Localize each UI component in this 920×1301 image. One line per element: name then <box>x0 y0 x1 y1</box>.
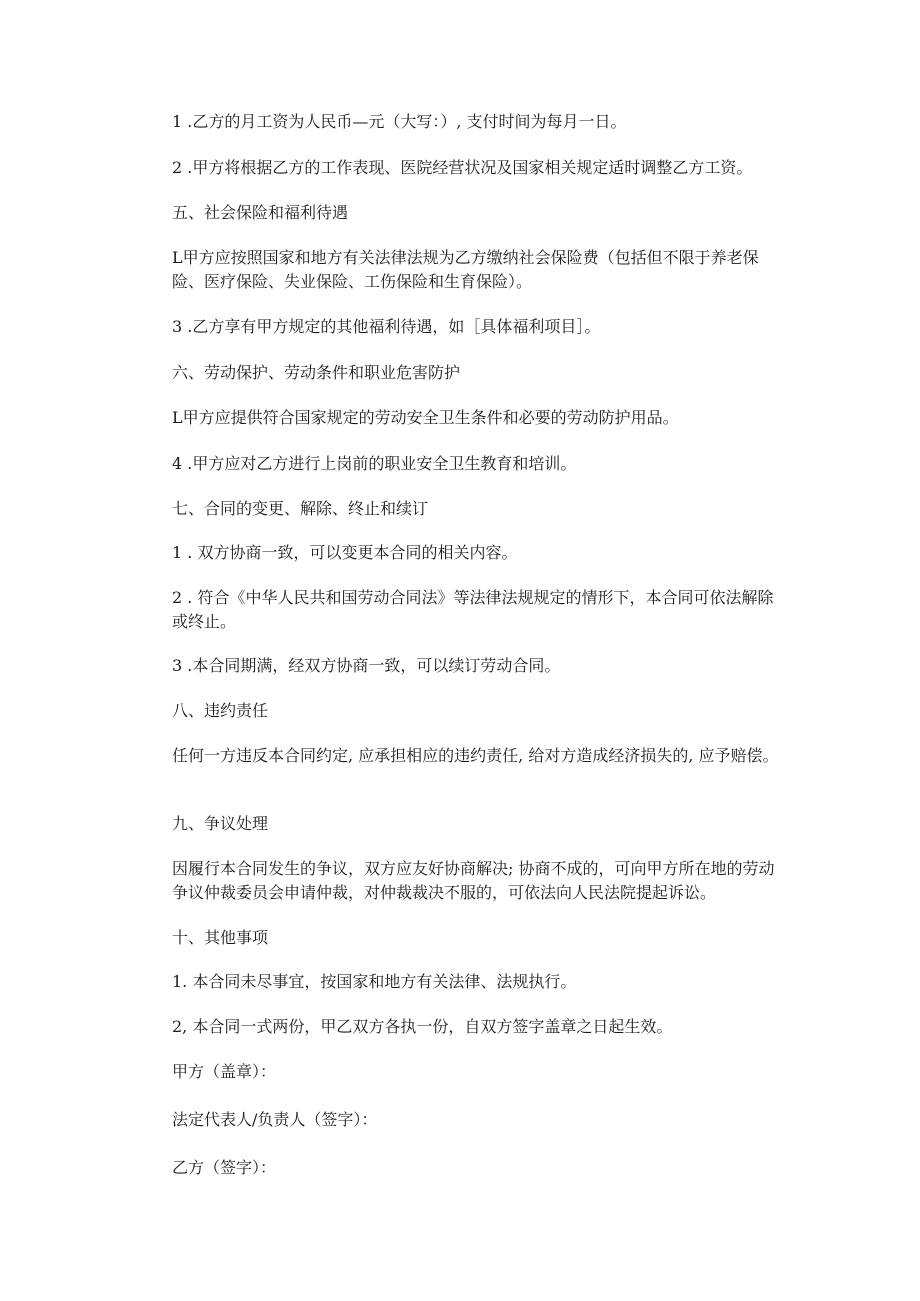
section-heading-8: 八、违约责任 <box>172 701 269 720</box>
welfare-clause-3: 3 .乙方享有甲方规定的其他福利待遇，如［具体福利项目］。 <box>172 317 601 336</box>
section-heading-9: 九、争议处理 <box>172 814 269 833</box>
section-heading-10: 十、其他事项 <box>172 928 269 947</box>
section-heading-6: 六、劳动保护、劳动条件和职业危害防护 <box>172 363 461 382</box>
salary-clause-2: 2 .甲方将根据乙方的工作表现、医院经营状况及国家相关规定适时调整乙方工资。 <box>172 158 753 177</box>
breach-liability-text: 任何一方违反本合同约定, 应承担相应的违约责任, 给对方造成经济损失的, 应予赔偿。 <box>172 746 779 765</box>
party-a-seal-line: 甲方（盖章）： <box>172 1062 277 1081</box>
section-heading-5: 五、社会保险和福利待遇 <box>172 203 349 222</box>
safety-training-clause-4: 4 .甲方应对乙方进行上岗前的职业安全卫生教育和培训。 <box>172 454 577 473</box>
social-insurance-clause-1: L甲方应按照国家和地方有关法律法规为乙方缴纳社会保险费（包括但不限于养老保险、医疗保险、失业保险、工伤保险和生育保险）。 <box>172 248 759 291</box>
contract-renewal-clause-3: 3 .本合同期满，经双方协商一致，可以续订劳动合同。 <box>172 656 561 675</box>
contract-change-clause-1: 1 . 双方协商一致，可以变更本合同的相关内容。 <box>172 543 518 562</box>
section-heading-7: 七、合同的变更、解除、终止和续订 <box>172 499 429 518</box>
dispute-resolution-text: 因履行本合同发生的争议，双方应友好协商解决; 协商不成的，可向甲方所在地的劳动争议仲裁委员会申请仲裁，对仲裁裁决不服的，可依法向人民法院提起诉讼。 <box>172 859 775 902</box>
legal-representative-signature-line: 法定代表人/负责人（签字）： <box>172 1110 378 1129</box>
labor-protection-clause-1: L甲方应提供符合国家规定的劳动安全卫生条件和必要的劳动防护用品。 <box>172 408 679 427</box>
other-matters-clause-1: 1. 本合同未尽事宜，按国家和地方有关法律、法规执行。 <box>172 972 577 991</box>
party-b-signature-line: 乙方（签字）： <box>172 1158 277 1177</box>
contract-termination-clause-2: 2 . 符合《中华人民共和国劳动合同法》等法律法规规定的情形下，本合同可依法解除或终止。 <box>172 588 774 631</box>
other-matters-clause-2: 2, 本合同一式两份，甲乙双方各执一份，自双方签字盖章之日起生效。 <box>172 1017 673 1036</box>
salary-clause-1: 1 .乙方的月工资为人民币—元（大写：）, 支付时间为每月一日。 <box>172 112 627 131</box>
